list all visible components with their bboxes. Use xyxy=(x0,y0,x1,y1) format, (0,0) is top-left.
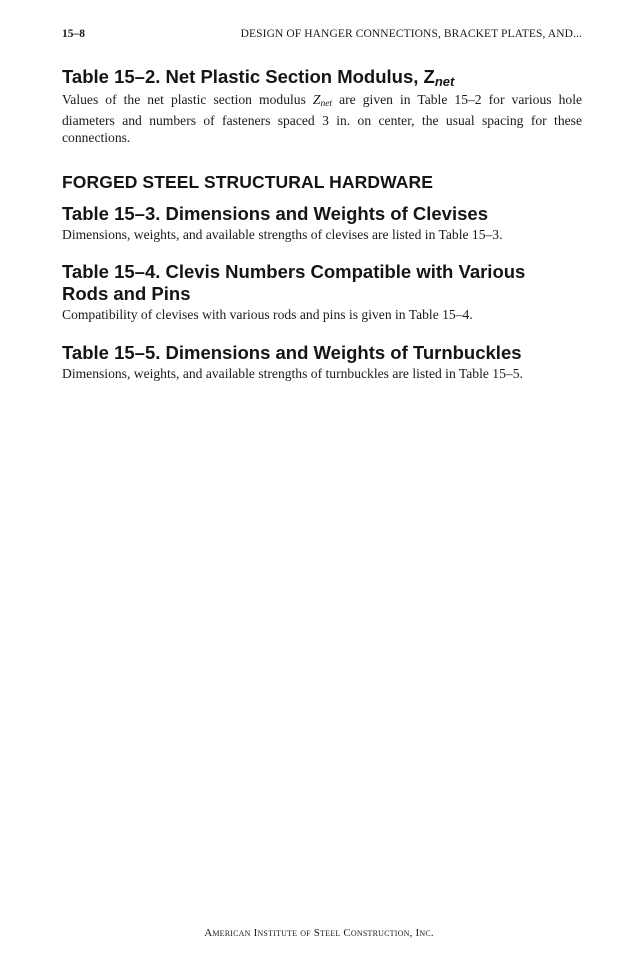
zsym-subscript: net xyxy=(320,99,333,109)
zsym-inline xyxy=(313,92,332,107)
page-footer: American Institute of Steel Construction, Inc. xyxy=(204,927,434,939)
section-table-15-2 xyxy=(62,66,582,147)
paragraph-table-15-5: Dimensions, weights, and available strengths of turnbuckles are listed in Table 15–5. xyxy=(62,366,523,381)
heading-table-15-4-line2: Rods and Pins xyxy=(62,283,191,304)
section-forged-steel xyxy=(62,171,582,193)
running-title: DESIGN OF HANGER CONNECTIONS, BRACKET PLATES, AND... xyxy=(240,28,582,40)
page-number: 15–8 xyxy=(62,28,85,40)
heading-table-15-5: Table 15–5. Dimensions and Weights of Turnbuckles xyxy=(62,342,522,363)
heading-table-15-4 xyxy=(62,261,582,305)
heading-forged-steel: FORGED STEEL STRUCTURAL HARDWARE xyxy=(62,172,434,192)
paragraph-table-15-2-start: Values of the net plastic section modulus xyxy=(62,92,313,107)
running-header xyxy=(62,26,582,42)
paragraph-table-15-2-end: are given in Table 15–2 for various hole diameters and numbers of fasteners spaced 3 in. on center, the usual spacing for these connections. xyxy=(62,92,583,145)
paragraph-table-15-2 xyxy=(62,91,582,147)
section-table-15-5 xyxy=(62,342,582,383)
paragraph-table-15-4: Compatibility of clevises with various rods and pins is given in Table 15–4. xyxy=(62,307,473,322)
heading-table-15-4-line1: Table 15–4. Clevis Numbers Compatible with Various xyxy=(62,261,526,282)
section-table-15-3 xyxy=(62,203,582,244)
heading-table-15-2-subscript: net xyxy=(434,74,455,89)
section-table-15-4 xyxy=(62,261,582,324)
heading-table-15-2-main: Table 15–2. Net Plastic Section Modulus, Z xyxy=(62,66,435,87)
zsym-letter: Z xyxy=(312,92,321,107)
heading-table-15-3: Table 15–3. Dimensions and Weights of Clevises xyxy=(62,203,488,224)
heading-table-15-2 xyxy=(62,66,582,90)
paragraph-table-15-3: Dimensions, weights, and available strengths of clevises are listed in Table 15–3. xyxy=(62,227,503,242)
